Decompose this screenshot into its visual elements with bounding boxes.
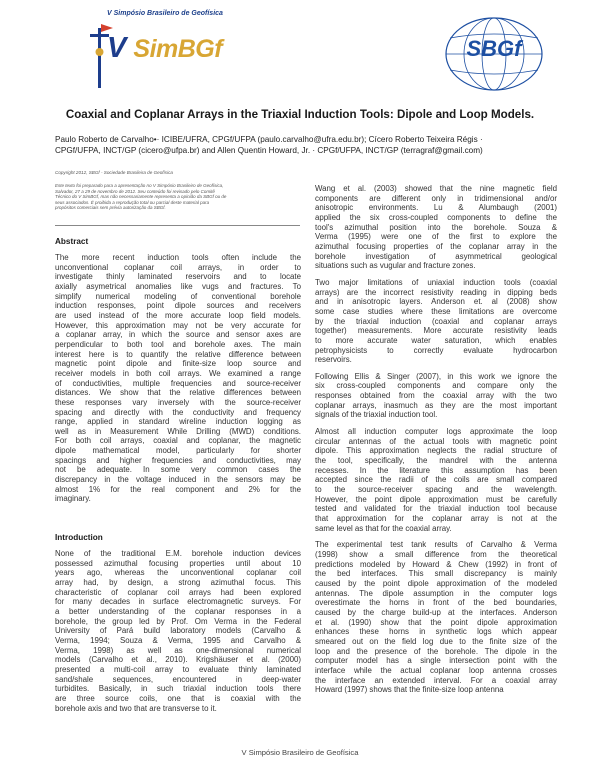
text-line: For both coil arrays, coaxial and coplanar, the magnetic	[55, 436, 301, 446]
text-line: tool's azimuthal position into the borehole. Souza &	[315, 222, 557, 232]
sbgf-logo	[444, 14, 544, 94]
text-line: smeared out on the field log due to the finite size of the	[315, 636, 557, 646]
text-line: together) measurements. More accurate resistivity leads	[315, 326, 557, 336]
text-line: to more accurate water saturation, which enables	[315, 335, 557, 345]
text-line: applied the six cross-coupled components to define the	[315, 212, 557, 222]
text-line: antennas. The dipole assumption in the computer logs	[315, 588, 557, 598]
text-line: responses obtained from the coaxial array with the two	[315, 391, 557, 401]
text-line: Wang et al. (2003) showed that the nine magnetic field	[315, 184, 557, 193]
text-line: turbidites. Basically, in such triaxial induction tools there	[55, 684, 301, 694]
text-line: that approximation for the coplanar array is not at the	[315, 514, 557, 523]
abstract-heading: Abstract	[55, 237, 89, 246]
text-line: Following Ellis & Singer (2007), in this work we ignore the	[315, 371, 557, 381]
symposium-wordmark: V SimBGf	[107, 32, 223, 64]
text-line: to the source-receiver spacing and the wavelength.	[315, 485, 557, 495]
text-line: reservoirs.	[315, 355, 352, 365]
text-line: signals of the triaxial induction tool.	[315, 410, 438, 420]
text-line: Almost all induction computer logs approximate the loop	[315, 427, 557, 437]
text-line: some case studies where these limitations are overcome	[315, 306, 557, 316]
text-line: are three source coils, one that is coaxial with the	[55, 693, 301, 703]
text-line: caused by the charge build-up at the interfaces. Anderson	[315, 607, 557, 617]
text-line: Verma, 1998) as well as one-dimensional numerical	[55, 645, 301, 655]
text-line: azimuthal focusing properties of the coplanar array in the	[315, 241, 557, 251]
text-line: a coplanar array, in which the source and sensor axes are	[55, 330, 301, 340]
text-line: possessed azimuthal focusing properties until about 10	[55, 558, 301, 568]
text-line: et al. (1990) show that the point dipole approximation	[315, 617, 557, 627]
text-line: distances. We show that the relative differences between	[55, 388, 301, 398]
text-line: these responses vary inversely with the source-receiver	[55, 397, 301, 407]
text-line: almost 1% for the real component and 2% for the	[55, 484, 301, 494]
text-line: Verma (1995) were one of the first to explore the	[315, 232, 557, 242]
text-line: spacings and higher frequencies and conductivities, may	[55, 455, 301, 465]
text-line: circular antennas of the actual tools with magnetic point	[315, 436, 557, 446]
text-line: Two major limitations of uniaxial induction tools (coaxial	[315, 277, 557, 287]
introduction-body	[55, 549, 301, 713]
text-line: dipole mathematical model, particularly for shorter	[55, 446, 301, 456]
text-line: (1998) show a small difference from the theoretical	[315, 549, 557, 559]
symposium-logo	[85, 10, 223, 92]
text-line: Verma, 1994; Souza & Verma, 1995 and Carvalho &	[55, 635, 301, 645]
page-footer: V Simpósio Brasileiro de Geofísica	[241, 748, 359, 757]
presentation-notice: Este texto foi preparado para a apresentação no V Simpósio Brasileiro de Geofísica, Salvador, 27 a 29 de novembro de 2012. Seu conteúdo foi revisado pelo Comitê Técnico do V SimBGf, mas não necessariamente representa a opinião da SBGf ou de seus associados. É proibida a reprodução total ou parcial deste material para propósitos comerciais sem prévia autorização da SBGf.	[55, 183, 227, 211]
text-line: Howard (1997) shows that the finite-size loop antenna	[315, 685, 504, 695]
text-line: of conductivities, multiple frequencies and source-receiver	[55, 378, 301, 388]
text-line: magnetic point dipole and finite-size loop source and	[55, 359, 301, 369]
text-line: a better understanding of the coplanar responses in a	[55, 606, 301, 616]
divider	[55, 225, 300, 226]
text-line: borehole, the group led by Prof. Om Verma in the Federal	[55, 616, 301, 626]
text-line: components are different only in tridimensional and/or	[315, 193, 557, 203]
text-line: interest here is to quantify the relative difference between	[55, 349, 301, 359]
paragraph	[315, 372, 557, 420]
text-line: None of the traditional E.M. borehole induction devices	[55, 549, 301, 558]
text-line: axially asymetrical anomalies like vugs and fractures. To	[55, 281, 301, 291]
text-line: for many decades in surface electromagnetic surveys. For	[55, 597, 301, 607]
right-column-body	[315, 184, 557, 695]
symposium-caption: V Simpósio Brasileiro de Geofísica	[107, 10, 223, 17]
text-line: well as in Measurement While Drilling (MWD) conditions.	[55, 426, 301, 436]
text-line: The more recent induction tools often include the	[55, 253, 301, 262]
text-line: the bed interfaces. This small discrepancy is mainly	[315, 569, 557, 579]
copyright-line: Copyright 2012, SBGf - Sociedade Brasileira de Geofísica	[55, 170, 173, 175]
paragraph	[315, 540, 557, 695]
text-line: overestimate the horns in front of the bed boundaries,	[315, 598, 557, 608]
text-line: discrepancy in the voltage induced in the sensors may be	[55, 475, 301, 485]
text-line: array had, by design, a strong azimuthal focus. This	[55, 577, 301, 587]
text-line: dipole. This approximation neglects the radial structure of	[315, 446, 557, 456]
text-line: characteristic of coplanar coil arrays had been explored	[55, 587, 301, 597]
text-line: range, applied in standard wireline induction logging as	[55, 417, 301, 427]
text-line: sand/shale sequences, encountered in deep-water	[55, 674, 301, 684]
author-line: Paulo Roberto de Carvalho•· ICIBE/UFRA, CPGf/UFPA (paulo.carvalho@ufra.edu.br); Cícero Roberto Teixeira Régis ·	[55, 135, 483, 144]
abstract-body	[55, 253, 301, 504]
text-line: interface while the actual coplanar loop antenna crosses	[315, 665, 557, 675]
text-line: investigate thinly laminated reservoirs and to locate	[55, 272, 301, 282]
text-line: not be adequate. In some very common cases the	[55, 465, 301, 475]
text-line: presented a multi-coil array to evaluate thinly laminated	[55, 664, 301, 674]
author-line: CPGf/UFPA, INCT/GP (cicero@ufpa.br) and Allen Quentin Howard, Jr. · CPGf/UFPA, INCT/GP (terragraf@gmail.com)	[55, 146, 483, 156]
text-line: six cross-coupled components and compare only the	[315, 381, 557, 391]
text-line: anisotropic environments. Lu & Alumbaugh (2001)	[315, 203, 557, 213]
text-line: imaginary.	[55, 494, 91, 504]
text-line: induction responses, point dipole sources and receivers	[55, 301, 301, 311]
text-line: borehole axis and two that are transverse to it.	[55, 703, 217, 713]
sbgf-label: SBGf	[466, 36, 522, 61]
author-block	[55, 134, 555, 156]
text-line: are used instead of the more accurate loop field models.	[55, 310, 301, 320]
text-line: caused by the point dipole approximation of the modeled	[315, 578, 557, 588]
text-line: spacing and directly with the conductivity and frequency	[55, 407, 301, 417]
text-line: perpendicular to both tool and borehole axes. The main	[55, 339, 301, 349]
paragraph	[315, 184, 557, 271]
text-line: arrays) are the incorrect resistivity reading in dipping beds	[315, 287, 557, 297]
text-line: However, the point dipole approximation must be carefully	[315, 494, 557, 504]
text-line: tested and validated for the triaxial induction tool because	[315, 504, 557, 514]
text-line: accepted since the radii of the coils are small compared	[315, 475, 557, 485]
text-line: University of Pará build laboratory models (Carvalho &	[55, 626, 301, 636]
text-line: predictions modeled by Howard & Chew (1992) in front of	[315, 559, 557, 569]
text-line: loop and the presence of the borehole. The dipole in the	[315, 646, 557, 656]
text-line: by the triaxial induction (coaxial and coplanar arrays	[315, 316, 557, 326]
text-line: computer model has a single intersection point with the	[315, 656, 557, 666]
text-line: However, this approximation may not be very accurate for	[55, 320, 301, 330]
text-line: the interface an extended interval. For a coaxial array	[315, 675, 557, 685]
text-line: same level as that for the coaxial array.	[315, 523, 452, 533]
text-line: enhances these horns in synthetic logs which appear	[315, 627, 557, 637]
paper-title: Coaxial and Coplanar Arrays in the Triaxial Induction Tools: Dipole and Loop Models.	[65, 108, 535, 121]
text-line: and in anisotropic layers. Anderson et. al (2008) show	[315, 297, 557, 307]
text-line: recesses. In the literature this assumption has been	[315, 465, 557, 475]
text-line: petrophysicists to correctly evaluate hydrocarbon	[315, 345, 557, 355]
paragraph	[315, 427, 557, 533]
text-line: models (Carvalho et al., 2010). Krigshäuser et al. (2000)	[55, 655, 301, 665]
text-line: The experimental test tank results of Carvalho & Verma	[315, 540, 557, 550]
text-line: unconventional coplanar coil arrays, in order to	[55, 262, 301, 272]
text-line: years ago, whereas the unconventional coplanar coil	[55, 568, 301, 578]
text-line: simplify numerical modeling of conventional borehole	[55, 291, 301, 301]
text-line: coplanar arrays, inasmuch as they are the most important	[315, 400, 557, 410]
paragraph	[315, 278, 557, 365]
introduction-heading: Introduction	[55, 533, 103, 542]
text-line: the tool, specifically, the mandrel with the antenna	[315, 456, 557, 466]
text-line: borehole investigation of asymmetrical geological	[315, 251, 557, 261]
text-line: receiver models in both coil arrays. We examined a range	[55, 368, 301, 378]
text-line: situations such as vugular and fracture zones.	[315, 261, 476, 271]
